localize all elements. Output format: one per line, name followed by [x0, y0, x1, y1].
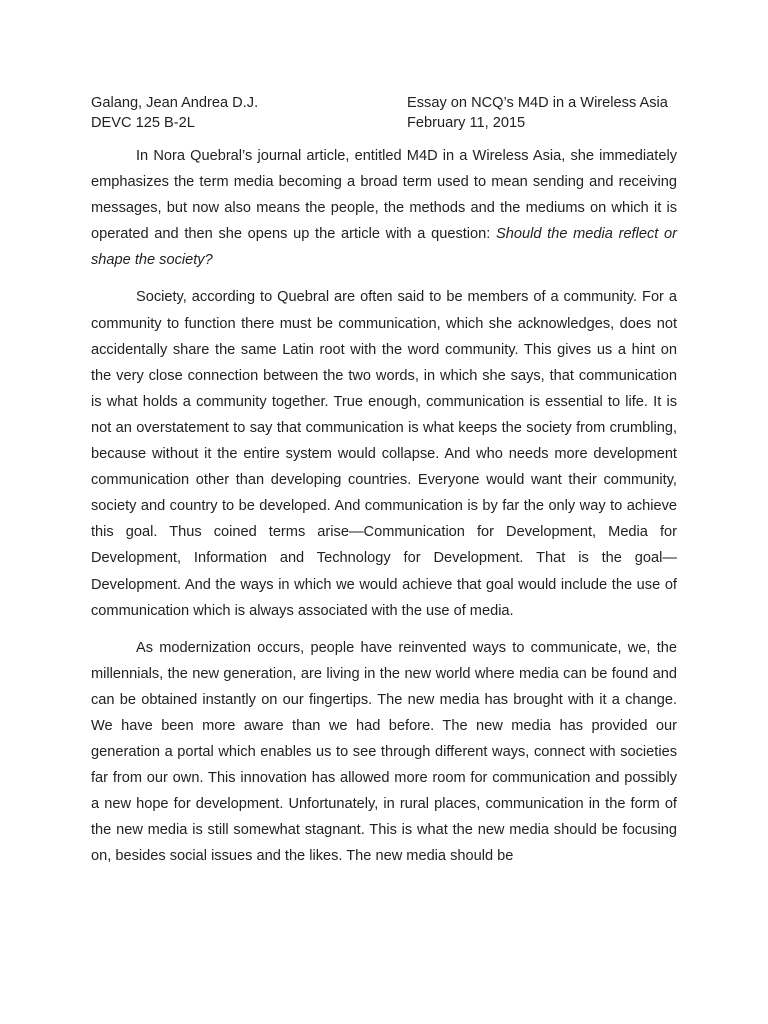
essay-title: Essay on NCQ’s M4D in a Wireless Asia — [407, 95, 668, 111]
author-name: Galang, Jean Andrea D.J. — [91, 95, 259, 111]
paragraph-3 — [91, 635, 677, 870]
paragraph-3-text: As modernization occurs, people have reinvented ways to communicate, we, the millennials, the new generation, are living in the new world where media can be found and can be obtained instantly on our fingertips. The new media has brought with it a change. We have been more aware than we had before. The new media has provided our generation a portal which enables us to see through different ways, connect with societies far from our own. This innovation has allowed more room for communication and possibly a new hope for development. Unfortunately, in rural places, communication in the form of the new media is still somewhat stagnant. This is what the new media should be focusing on, besides social issues and the likes. The new media should be — [91, 639, 677, 865]
paragraph-1-text: In Nora Quebral’s journal article, entitled M4D in a Wireless Asia, she immediately emphasizes the term media becoming a broad term used to mean sending and receiving messages, but now also means the people, the methods and the mediums on which it is operated and then she opens up the article with a question: — [91, 148, 677, 243]
paragraph-2-text: Society, according to Quebral are often said to be members of a community. For a community to function there must be communication, which she acknowledges, does not accidentally share the same Latin root with the word community. This gives us a hint on the very close connection between the two words, in which she says, that communication is what holds a community together. True enough, communication is essential to life. It is not an overstatement to say that communication is what keeps the society from crumbling, because without it the entire system would collapse. And who needs more development communication other than developing countries. Everyone would want their community, society and country to be developed. And communication is by far the only way to achieve this goal. Thus coined terms arise—Communication for Development, Media for Development, Information and Technology for Development. That is the goal—Development. And the ways in which we would achieve that goal would include the use of communication which is always associated with the use of media. — [91, 289, 677, 619]
paragraph-1-question: Should the media reflect or shape the society? — [91, 226, 677, 269]
essay-info — [407, 93, 687, 133]
essay-date: February 11, 2015 — [407, 115, 526, 131]
paragraph-2 — [91, 284, 677, 623]
student-info — [91, 93, 391, 133]
essay-body — [91, 143, 677, 881]
course-code: DEVC 125 B-2L — [91, 115, 195, 131]
paragraph-1 — [91, 143, 677, 273]
